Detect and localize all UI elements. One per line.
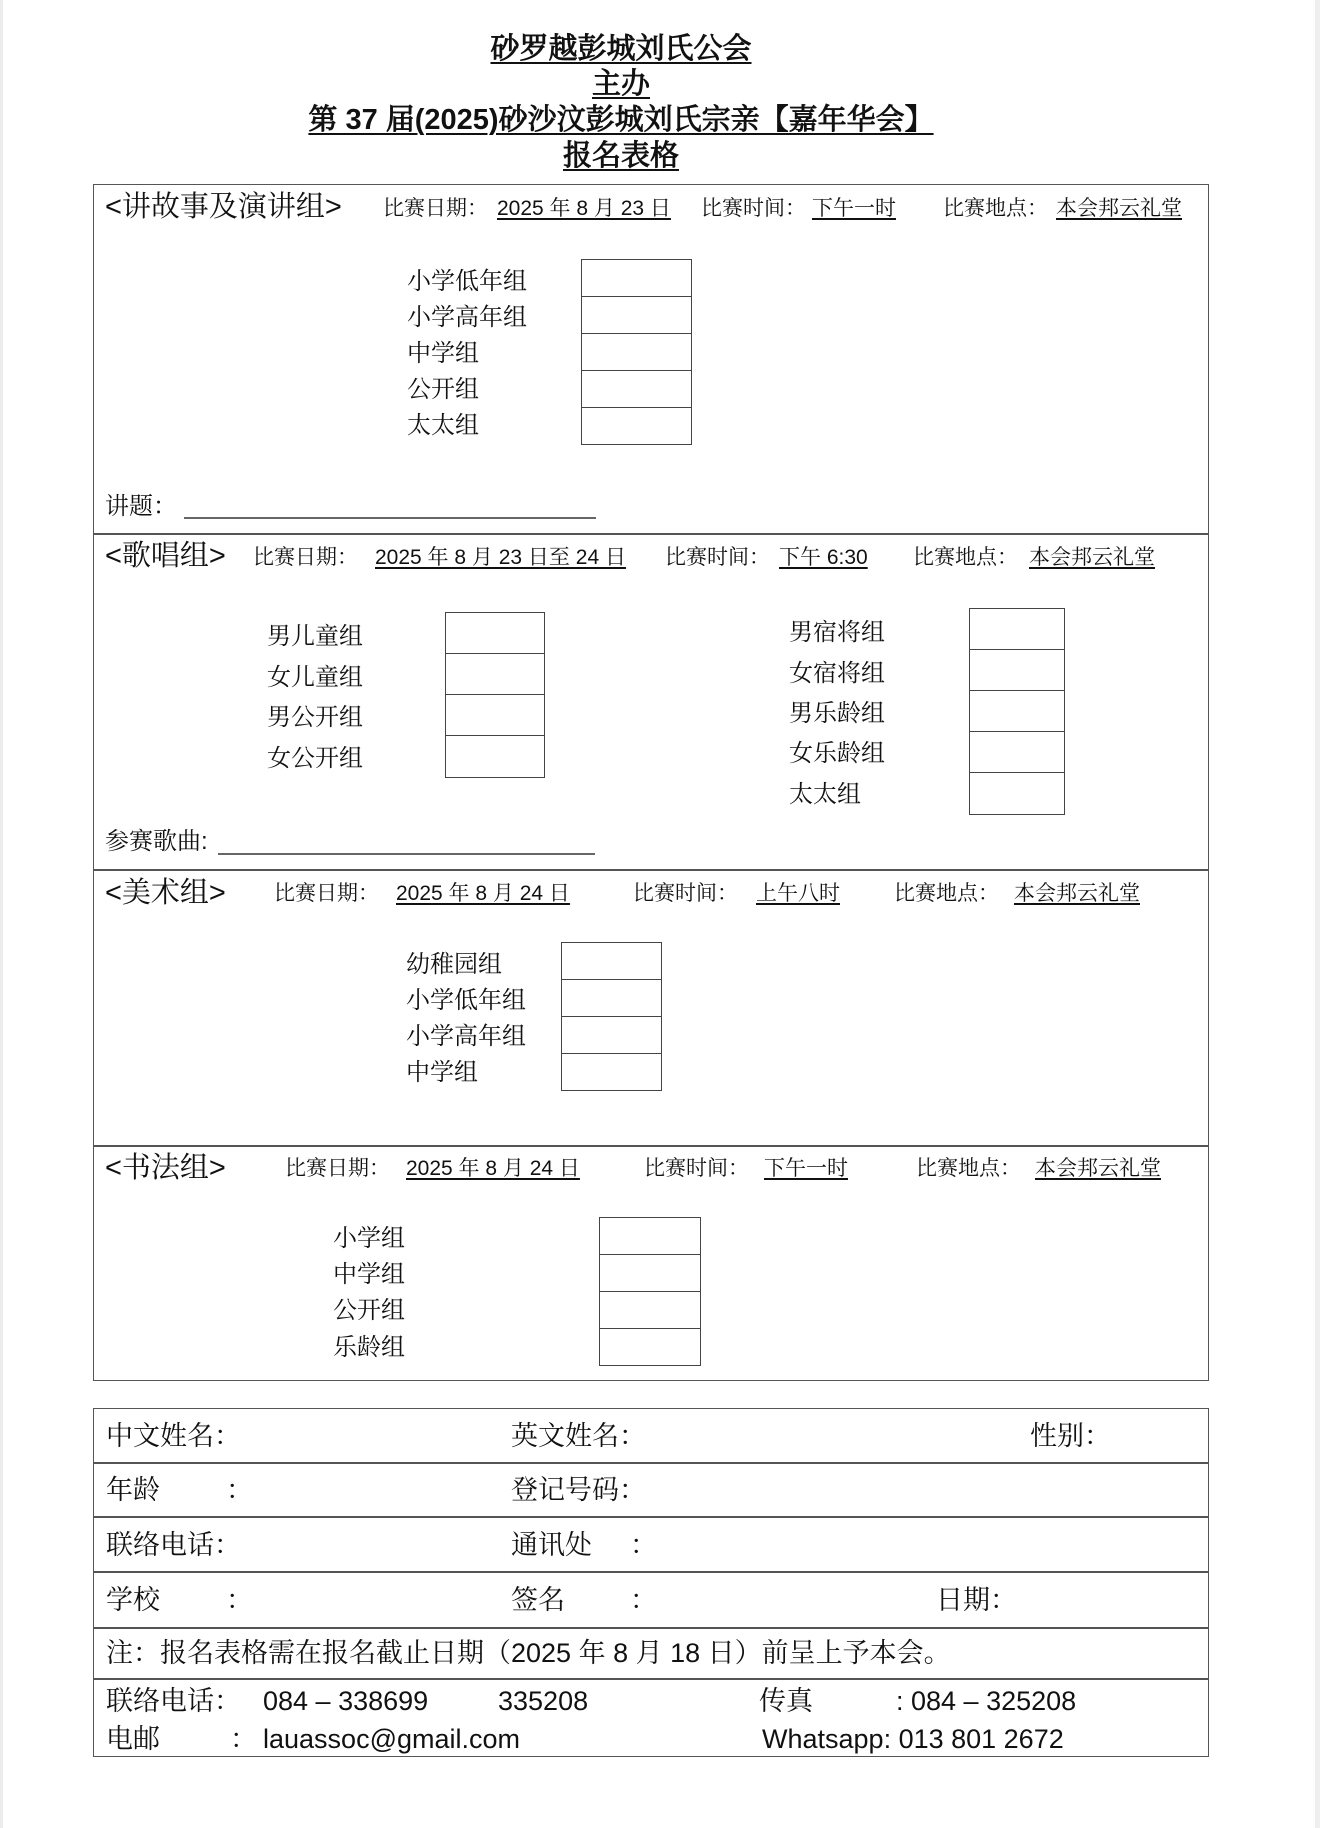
signature-colon: ： bbox=[630, 1585, 657, 1615]
section-divider bbox=[93, 533, 1209, 535]
category-checkbox[interactable] bbox=[581, 370, 692, 408]
category-label: 男乐龄组 bbox=[789, 700, 885, 727]
email-link[interactable]: lauassoc@gmail.com bbox=[263, 1724, 521, 1754]
venue-label: 比赛地点： bbox=[916, 1157, 1021, 1180]
category-label: 乐龄组 bbox=[333, 1334, 405, 1361]
category-label: 女公开组 bbox=[267, 745, 363, 772]
venue-value: 本会邦云礼堂 bbox=[1056, 197, 1182, 220]
section-title: <歌唱组> bbox=[105, 540, 226, 572]
category-label: 小学低年组 bbox=[407, 268, 527, 295]
category-checkbox[interactable] bbox=[969, 731, 1065, 773]
category-checkbox[interactable] bbox=[599, 1328, 701, 1366]
category-checkbox[interactable] bbox=[599, 1254, 701, 1292]
category-checkbox[interactable] bbox=[445, 653, 545, 695]
section-title: <书法组> bbox=[105, 1152, 226, 1184]
category-label: 小学高年组 bbox=[407, 304, 527, 331]
form-title-text: 报名表格 bbox=[562, 140, 679, 172]
category-checkbox[interactable] bbox=[599, 1217, 701, 1255]
category-label: 小学组 bbox=[333, 1225, 405, 1252]
page-edge-right bbox=[1315, 0, 1320, 1828]
venue-label: 比赛地点： bbox=[894, 882, 999, 905]
email-label: 电邮 bbox=[106, 1724, 160, 1754]
category-label: 男宿将组 bbox=[789, 619, 885, 646]
category-checkbox[interactable] bbox=[581, 259, 692, 297]
category-checkbox[interactable] bbox=[445, 694, 545, 736]
category-checkbox[interactable] bbox=[445, 735, 545, 778]
address-field[interactable]: 通讯处 bbox=[511, 1530, 592, 1560]
contact-phone-1: 084 – 338699 bbox=[263, 1686, 429, 1716]
address-colon: ： bbox=[630, 1530, 657, 1560]
row-divider bbox=[93, 1627, 1209, 1629]
category-label: 小学低年组 bbox=[406, 987, 526, 1014]
host-text: 主办 bbox=[591, 68, 650, 100]
category-checkbox[interactable] bbox=[969, 772, 1065, 815]
category-label: 小学高年组 bbox=[406, 1023, 526, 1050]
category-label: 女乐龄组 bbox=[789, 740, 885, 767]
category-checkbox[interactable] bbox=[581, 407, 692, 445]
category-label: 幼稚园组 bbox=[406, 951, 502, 978]
date-field[interactable]: 日期： bbox=[936, 1585, 1017, 1615]
category-label: 女宿将组 bbox=[789, 660, 885, 687]
fax-label: 传真 bbox=[759, 1686, 813, 1716]
category-label: 太太组 bbox=[407, 412, 479, 439]
age-colon: ： bbox=[226, 1475, 253, 1505]
category-checkbox[interactable] bbox=[561, 1053, 662, 1091]
category-checkbox[interactable] bbox=[581, 333, 692, 371]
time-value: 下午 6:30 bbox=[779, 546, 868, 569]
venue-value: 本会邦云礼堂 bbox=[1014, 882, 1140, 905]
category-checkbox[interactable] bbox=[561, 1016, 662, 1054]
time-value: 上午八时 bbox=[756, 882, 840, 905]
chinese-name-field[interactable]: 中文姓名： bbox=[106, 1421, 241, 1451]
topic-label: 讲题： bbox=[105, 493, 177, 520]
registration-number-field[interactable]: 登记号码： bbox=[511, 1475, 646, 1505]
contact-phone-label: 联络电话： bbox=[106, 1686, 241, 1716]
organizer-text: 砂罗越彭城刘氏公会 bbox=[490, 33, 752, 65]
venue-value: 本会邦云礼堂 bbox=[1029, 546, 1155, 569]
song-input-line[interactable] bbox=[218, 853, 595, 855]
row-divider bbox=[93, 1571, 1209, 1573]
section-title: <讲故事及演讲组> bbox=[105, 191, 342, 223]
category-label: 太太组 bbox=[789, 781, 861, 808]
school-colon: ： bbox=[226, 1585, 253, 1615]
date-value: 2025 年 8 月 23 日至 24 日 bbox=[375, 546, 626, 569]
contact-phone-2: 335208 bbox=[498, 1686, 589, 1716]
venue-value: 本会邦云礼堂 bbox=[1035, 1157, 1161, 1180]
song-label: 参赛歌曲: bbox=[105, 828, 208, 855]
category-label: 公开组 bbox=[333, 1297, 405, 1324]
time-label: 比赛时间： bbox=[644, 1157, 749, 1180]
category-label: 女儿童组 bbox=[267, 664, 363, 691]
date-label: 比赛日期： bbox=[253, 546, 358, 569]
category-checkbox[interactable] bbox=[969, 608, 1065, 650]
page-edge-left bbox=[0, 0, 3, 1828]
time-value: 下午一时 bbox=[764, 1157, 848, 1180]
category-checkbox[interactable] bbox=[581, 296, 692, 334]
section-divider bbox=[93, 869, 1209, 871]
school-field[interactable]: 学校 bbox=[106, 1585, 160, 1615]
event-text: 第 37 届(2025)砂沙汶彭城刘氏宗亲【嘉年华会】 bbox=[308, 104, 934, 136]
time-value: 下午一时 bbox=[812, 197, 896, 220]
host-title bbox=[0, 67, 1242, 101]
form-title bbox=[0, 139, 1242, 173]
category-checkbox[interactable] bbox=[599, 1291, 701, 1329]
row-divider bbox=[93, 1678, 1209, 1680]
date-value: 2025 年 8 月 24 日 bbox=[406, 1157, 580, 1180]
phone-field[interactable]: 联络电话： bbox=[106, 1530, 241, 1560]
time-label: 比赛时间： bbox=[633, 882, 738, 905]
organizer-title bbox=[0, 32, 1242, 66]
gender-field[interactable]: 性别： bbox=[1030, 1421, 1111, 1451]
date-value: 2025 年 8 月 24 日 bbox=[396, 882, 570, 905]
category-checkbox[interactable] bbox=[561, 942, 662, 980]
date-label: 比赛日期： bbox=[383, 197, 488, 220]
venue-label: 比赛地点： bbox=[943, 197, 1048, 220]
section-divider bbox=[93, 1145, 1209, 1147]
event-title bbox=[0, 103, 1242, 137]
category-label: 中学组 bbox=[407, 340, 479, 367]
row-divider bbox=[93, 1462, 1209, 1464]
category-checkbox[interactable] bbox=[561, 979, 662, 1017]
category-checkbox[interactable] bbox=[969, 690, 1065, 732]
age-field[interactable]: 年龄 bbox=[106, 1475, 160, 1505]
category-checkbox[interactable] bbox=[445, 612, 545, 654]
venue-label: 比赛地点： bbox=[913, 546, 1018, 569]
whatsapp-number: Whatsapp: 013 801 2672 bbox=[762, 1724, 1064, 1754]
fax-value: : 084 – 325208 bbox=[896, 1686, 1077, 1716]
date-value: 2025 年 8 月 23 日 bbox=[497, 197, 671, 220]
row-divider bbox=[93, 1516, 1209, 1518]
topic-input-line[interactable] bbox=[184, 517, 596, 519]
date-label: 比赛日期： bbox=[274, 882, 379, 905]
email-colon: ： bbox=[230, 1724, 257, 1754]
category-label: 公开组 bbox=[407, 376, 479, 403]
time-label: 比赛时间： bbox=[701, 197, 806, 220]
signature-field[interactable]: 签名 bbox=[511, 1585, 565, 1615]
date-label: 比赛日期： bbox=[285, 1157, 390, 1180]
time-label: 比赛时间： bbox=[665, 546, 770, 569]
section-title: <美术组> bbox=[105, 877, 226, 909]
deadline-note: 注：报名表格需在报名截止日期（2025 年 8 月 18 日）前呈上予本会。 bbox=[106, 1638, 951, 1668]
category-label: 中学组 bbox=[333, 1261, 405, 1288]
category-checkbox[interactable] bbox=[969, 649, 1065, 691]
category-label: 男儿童组 bbox=[267, 623, 363, 650]
english-name-field[interactable]: 英文姓名： bbox=[511, 1421, 646, 1451]
category-label: 男公开组 bbox=[267, 704, 363, 731]
category-label: 中学组 bbox=[406, 1059, 478, 1086]
